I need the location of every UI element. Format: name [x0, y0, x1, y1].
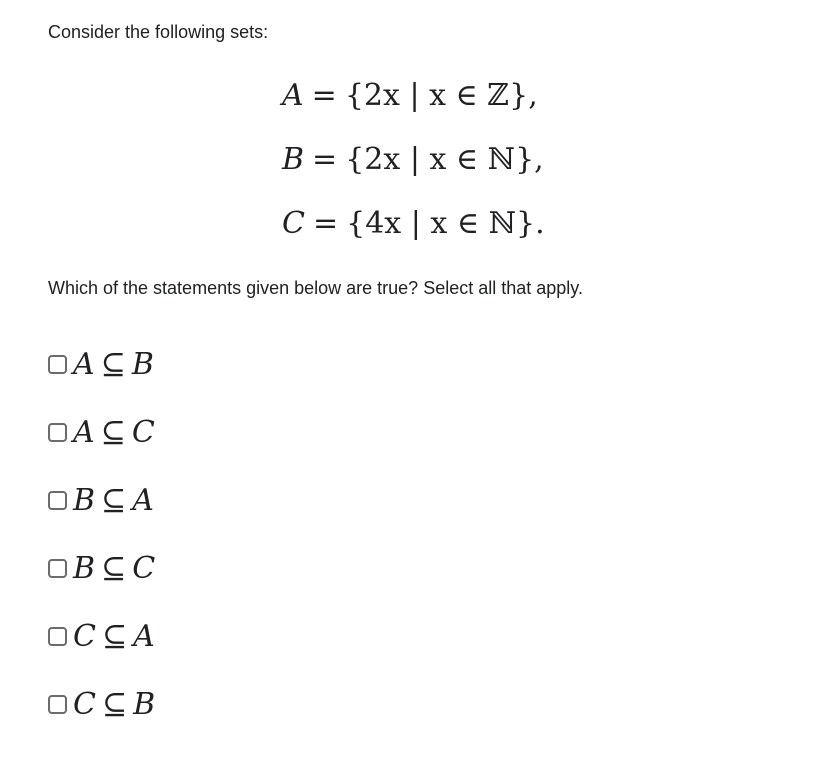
option-left: A	[73, 346, 95, 382]
subset-symbol: ⊆	[101, 482, 127, 518]
option-a-subset-c[interactable]	[48, 412, 155, 452]
equals-sign: =	[311, 78, 337, 113]
option-right: A	[132, 482, 154, 518]
option-label	[73, 483, 154, 518]
option-a-subset-b[interactable]	[48, 344, 154, 384]
option-b-subset-c[interactable]	[48, 548, 155, 588]
subset-symbol: ⊆	[100, 414, 126, 450]
option-label	[73, 415, 155, 450]
option-right: C	[131, 414, 155, 450]
equation-lhs: C	[282, 206, 305, 241]
equation-a	[282, 74, 538, 118]
option-label	[73, 347, 154, 382]
option-b-subset-a[interactable]	[48, 480, 154, 520]
equation-rhs: {2x | x ∈ ℤ},	[344, 78, 538, 113]
option-left: C	[73, 686, 96, 722]
equals-sign: =	[312, 206, 339, 241]
checkbox[interactable]	[48, 355, 67, 374]
equation-lhs: A	[282, 78, 304, 113]
option-right: A	[133, 618, 155, 654]
checkbox[interactable]	[48, 491, 67, 510]
checkbox[interactable]	[48, 423, 67, 442]
subset-symbol: ⊆	[101, 550, 127, 586]
option-c-subset-b[interactable]	[48, 684, 155, 724]
subset-symbol: ⊆	[101, 618, 128, 654]
option-left: A	[73, 414, 95, 450]
checkbox[interactable]	[48, 695, 67, 714]
intro-text: Consider the following sets:	[48, 22, 269, 42]
option-left: B	[73, 550, 96, 586]
option-label	[73, 619, 155, 654]
equation-lhs: B	[282, 142, 305, 177]
option-left: C	[73, 618, 96, 654]
option-label	[73, 551, 155, 586]
option-right: B	[131, 346, 154, 382]
equation-b	[282, 138, 544, 182]
checkbox[interactable]	[48, 559, 67, 578]
option-c-subset-a[interactable]	[48, 616, 155, 656]
option-left: B	[73, 482, 96, 518]
option-right: B	[133, 686, 156, 722]
checkbox[interactable]	[48, 627, 67, 646]
question-text: Which of the statements given below are true? Select all that apply.	[48, 278, 583, 298]
equation-rhs: {2x | x ∈ ℕ},	[345, 142, 544, 177]
equals-sign: =	[312, 142, 338, 177]
subset-symbol: ⊆	[100, 346, 126, 382]
subset-symbol: ⊆	[101, 686, 128, 722]
option-label	[73, 687, 155, 722]
option-right: C	[132, 550, 156, 586]
equation-c	[282, 202, 545, 246]
equation-rhs: {4x | x ∈ ℕ}.	[346, 206, 545, 241]
